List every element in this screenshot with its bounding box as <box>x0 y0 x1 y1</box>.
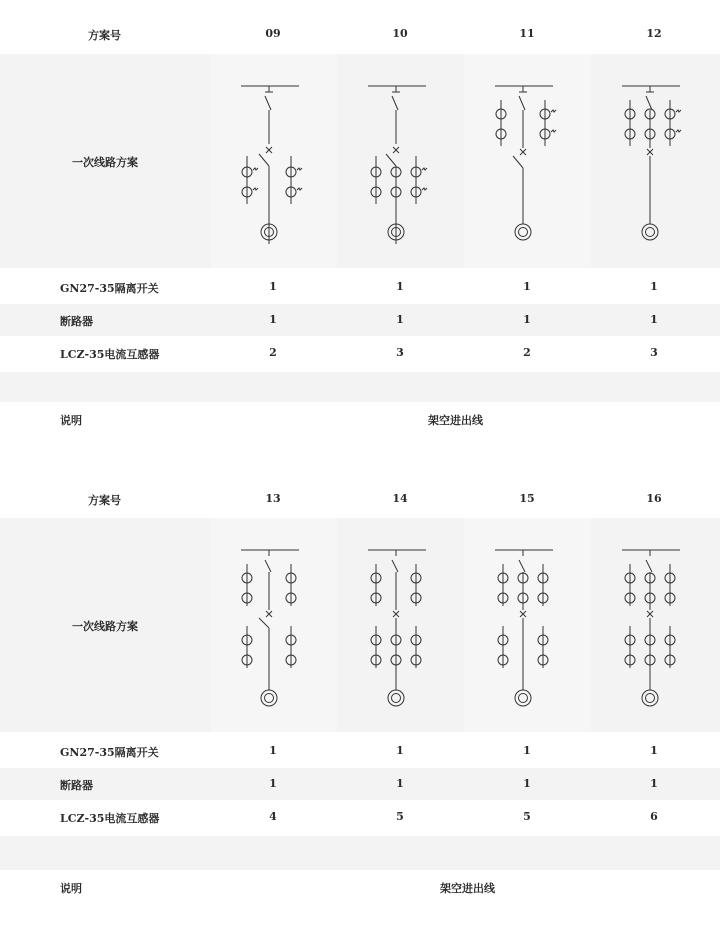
row-value: 3 <box>396 346 404 359</box>
row-value: 1 <box>269 777 277 790</box>
circuit-diagram-13 <box>235 540 311 710</box>
scheme-number: 14 <box>392 492 408 505</box>
circuit-diagram-11 <box>489 74 565 244</box>
row-value: 1 <box>269 280 277 293</box>
circuit-diagram-16 <box>616 540 692 710</box>
row-value: 6 <box>650 810 658 823</box>
circuit-diagram-09 <box>235 74 311 244</box>
row-value: 1 <box>269 744 277 757</box>
scheme-number: 16 <box>646 492 662 505</box>
note-value: 架空进出线 <box>440 882 495 895</box>
row-value: 4 <box>269 810 277 823</box>
blank-row <box>0 372 720 402</box>
row-value: 1 <box>396 744 404 757</box>
circuit-diagram-10 <box>362 74 438 244</box>
row-value: 1 <box>523 777 531 790</box>
row-value: 2 <box>523 346 531 359</box>
row-label: LCZ-35电流互感器 <box>60 348 160 361</box>
scheme-table-1 <box>0 0 720 440</box>
note-row <box>0 872 720 902</box>
row-value: 1 <box>523 744 531 757</box>
row-value: 3 <box>650 346 658 359</box>
note-row <box>0 404 720 434</box>
row-value: 5 <box>396 810 404 823</box>
blank-row <box>0 836 720 870</box>
note-value: 架空进出线 <box>428 414 483 427</box>
scheme-table-2 <box>0 466 720 906</box>
row-value: 5 <box>523 810 531 823</box>
row-value: 1 <box>396 313 404 326</box>
circuit-diagram-12 <box>616 74 692 244</box>
scheme-number: 12 <box>646 27 662 40</box>
row-value: 1 <box>650 313 658 326</box>
diagram-row <box>0 518 720 732</box>
row-value: 1 <box>396 280 404 293</box>
diagram-row <box>0 54 720 268</box>
row-value: 1 <box>396 777 404 790</box>
row-value: 1 <box>650 280 658 293</box>
note-label: 说明 <box>60 882 82 895</box>
row-value: 1 <box>269 313 277 326</box>
note-label: 说明 <box>60 414 82 427</box>
scheme-number-label: 方案号 <box>88 29 121 42</box>
diagram-row-label: 一次线路方案 <box>72 156 138 169</box>
row-value: 1 <box>650 744 658 757</box>
scheme-number: 10 <box>392 27 408 40</box>
header-row <box>0 488 720 512</box>
diagram-row-label: 一次线路方案 <box>72 620 138 633</box>
row-value: 1 <box>523 313 531 326</box>
scheme-number: 15 <box>519 492 535 505</box>
table-row <box>0 768 720 800</box>
row-label: 断路器 <box>60 779 93 792</box>
circuit-diagram-15 <box>489 540 565 710</box>
table-row <box>0 338 720 370</box>
row-value: 1 <box>650 777 658 790</box>
table-row <box>0 270 720 302</box>
table-row <box>0 304 720 336</box>
row-value: 1 <box>523 280 531 293</box>
row-label: LCZ-35电流互感器 <box>60 812 160 825</box>
header-row <box>0 22 720 46</box>
row-label: GN27-35隔离开关 <box>60 746 159 759</box>
circuit-diagram-14 <box>362 540 438 710</box>
row-label: GN27-35隔离开关 <box>60 282 159 295</box>
scheme-number: 09 <box>265 27 281 40</box>
table-row <box>0 802 720 834</box>
scheme-number: 13 <box>265 492 281 505</box>
row-value: 2 <box>269 346 277 359</box>
scheme-number-label: 方案号 <box>88 494 121 507</box>
table-row <box>0 734 720 766</box>
row-label: 断路器 <box>60 315 93 328</box>
scheme-number: 11 <box>519 27 535 40</box>
